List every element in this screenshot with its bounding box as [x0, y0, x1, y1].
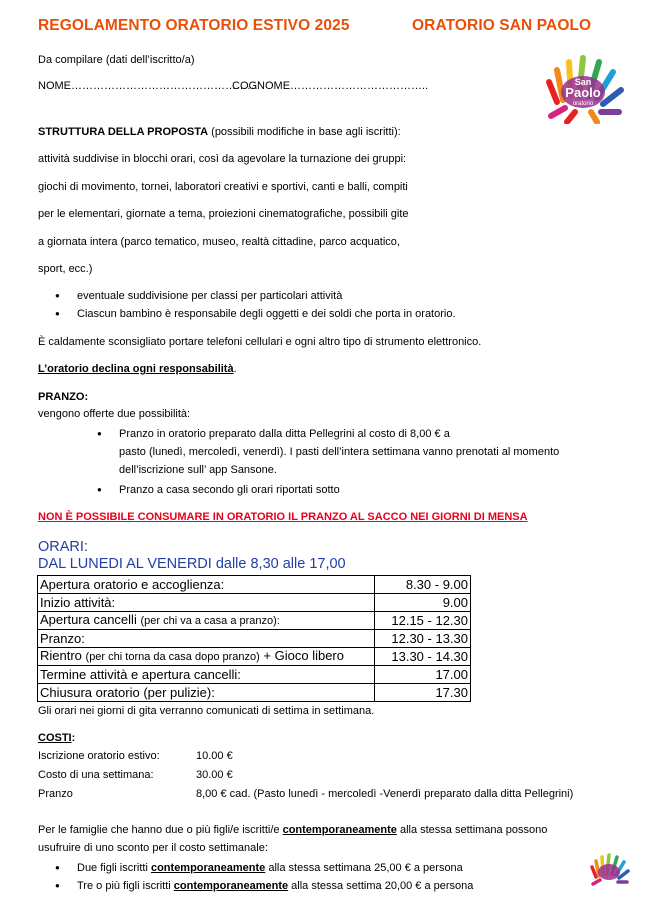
- orari-time: 9.00: [375, 594, 471, 612]
- logo-text-san: San: [574, 77, 592, 87]
- logo-text-oratorio: oratorio: [572, 101, 594, 107]
- pranzo-bullet-2: ● Pranzo a casa secondo gli orari riportati sotto: [119, 484, 340, 496]
- struttura-line-4: a giornata intera (parco tematico, museo, realtà cittadine, parco acquatico,: [38, 236, 400, 248]
- pranzo-heading: PRANZO:: [38, 391, 89, 403]
- orari-label: Pranzo:: [38, 630, 375, 648]
- responsabilita-end: .: [233, 363, 237, 375]
- orari-time: 12.30 - 13.30: [375, 630, 471, 648]
- responsabilita-text: L’oratorio declina ogni responsabilità: [38, 363, 234, 375]
- pranzo-bullet-1-line-2: pasto (lunedì, mercoledì, venerdì). I pasti dell’intera settimana vanno prenotati al momento: [119, 446, 560, 458]
- pranzo-warning: NON È POSSIBILE CONSUMARE IN ORATORIO IL PRANZO AL SACCO NEI GIORNI DI MENSA: [38, 511, 528, 523]
- gite-note: Gli orari nei giorni di gita verranno comunicati di settima in settimana.: [38, 705, 375, 717]
- table-row: [38, 612, 471, 630]
- form-intro: Da compilare (dati dell’iscritto/a): [38, 54, 195, 66]
- electronics-note: È caldamente sconsigliato portare telefoni cellulari e ogni altro tipo di strumento elettronico.: [38, 336, 482, 348]
- table-row: [38, 630, 471, 648]
- costo-label-settimana: Costo di una settimana:: [38, 769, 154, 781]
- orari-time: 17.30: [375, 684, 471, 702]
- san-paolo-logo-small-icon: [590, 852, 630, 888]
- table-row: [38, 648, 471, 666]
- orari-label: Apertura cancelli (per chi va a casa a pranzo):: [38, 612, 375, 630]
- nome-field: NOME……………………………………………: [38, 80, 258, 92]
- orari-label: Chiusura oratorio (per pulizie):: [38, 684, 375, 702]
- struttura-bullet-1: ● eventuale suddivisione per classi per particolari attività: [77, 290, 342, 302]
- logo-text-paolo: Paolo: [565, 85, 601, 100]
- costi-heading: COSTI:: [38, 732, 76, 744]
- famiglie-line-1: Per le famiglie che hanno due o più figli/e iscritti/e contemporaneamente alla stessa settimana possono: [38, 824, 548, 836]
- orari-label: Inizio attività:: [38, 594, 375, 612]
- struttura-heading-bold: STRUTTURA DELLA PROPOSTA: [38, 126, 209, 138]
- table-row: [38, 576, 471, 594]
- struttura-line-2: giochi di movimento, tornei, laboratori creativi e sportivi, canti e balli, compiti: [38, 181, 408, 193]
- san-paolo-logo-icon: [545, 52, 625, 124]
- table-row: [38, 666, 471, 684]
- orari-subheading: DAL LUNEDI AL VENERDI dalle 8,30 alle 17,00: [38, 556, 346, 572]
- cognome-field: COGNOME………………………………..: [232, 80, 429, 92]
- table-row: [38, 684, 471, 702]
- costo-value-pranzo: 8,00 € cad. (Pasto lunedì - mercoledì -Venerdì preparato dalla ditta Pellegrini): [196, 788, 574, 800]
- orari-label: Apertura oratorio e accoglienza:: [38, 576, 375, 594]
- costo-label-pranzo: Pranzo: [38, 788, 73, 800]
- table-row: [38, 594, 471, 612]
- document-title: REGOLAMENTO ORATORIO ESTIVO 2025: [38, 17, 350, 34]
- pranzo-bullet-1: ● Pranzo in oratorio preparato dalla ditta Pellegrini al costo di 8,00 € a: [119, 428, 450, 440]
- orari-label: Rientro (per chi torna da casa dopo pranzo) + Gioco libero: [38, 648, 375, 666]
- struttura-line-5: sport, ecc.): [38, 263, 93, 275]
- costo-value-iscrizione: 10.00 €: [196, 750, 233, 762]
- pranzo-bullet-1-line-3: dell’iscrizione sull’ app Sansone.: [119, 464, 277, 476]
- sconto-bullet-1: ● Due figli iscritti contemporaneamente alla stessa settimana 25,00 € a persona: [77, 862, 463, 874]
- orari-table: [37, 575, 471, 702]
- pranzo-intro: vengono offerte due possibilità:: [38, 408, 191, 420]
- responsabilita-note: [38, 363, 237, 375]
- orari-time: 8.30 - 9.00: [375, 576, 471, 594]
- struttura-heading-rest: (possibili modifiche in base agli iscritti):: [208, 126, 401, 138]
- oratorio-name: ORATORIO SAN PAOLO: [412, 17, 592, 34]
- struttura-bullet-2: ● Ciascun bambino è responsabile degli oggetti e dei soldi che porta in oratorio.: [77, 308, 456, 320]
- orari-time: 13.30 - 14.30: [375, 648, 471, 666]
- famiglie-line-2: usufruire di uno sconto per il costo settimanale:: [38, 842, 268, 854]
- struttura-heading: [38, 126, 401, 138]
- costo-label-iscrizione: Iscrizione oratorio estivo:: [38, 750, 160, 762]
- sconto-bullet-2: ● Tre o più figli iscritti contemporaneamente alla stessa settima 20,00 € a persona: [77, 880, 473, 892]
- orari-heading: ORARI:: [38, 539, 88, 555]
- orari-label: Termine attività e apertura cancelli:: [38, 666, 375, 684]
- struttura-line-1: attività suddivise in blocchi orari, così da agevolare la turnazione dei gruppi:: [38, 153, 407, 165]
- costo-value-settimana: 30.00 €: [196, 769, 233, 781]
- orari-time: 12.15 - 12.30: [375, 612, 471, 630]
- struttura-line-3: per le elementari, giornate a tema, proiezioni cinematografiche, possibili gite: [38, 208, 409, 220]
- orari-time: 17.00: [375, 666, 471, 684]
